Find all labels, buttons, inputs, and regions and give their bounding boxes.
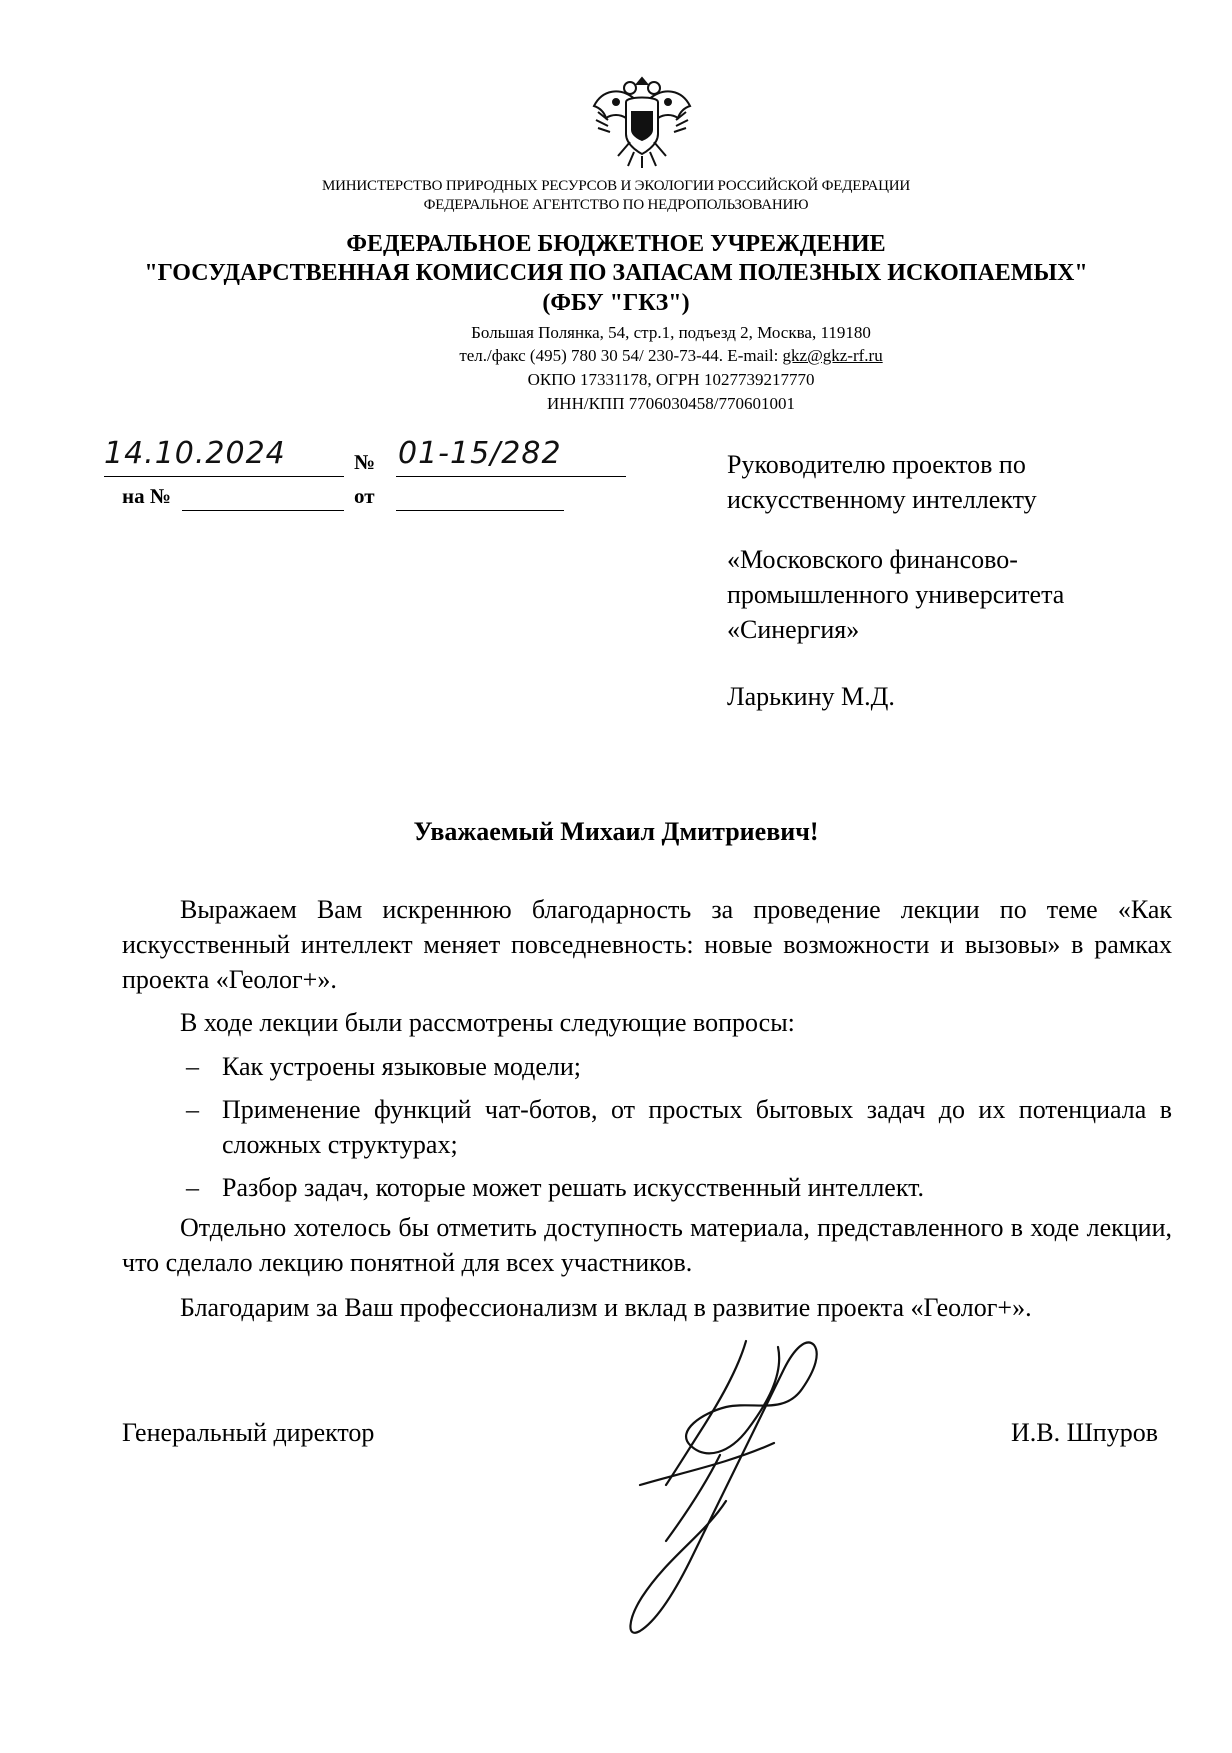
ministry-name: МИНИСТЕРСТВО ПРИРОДНЫХ РЕСУРСОВ И ЭКОЛОГИИ РОССИЙСКОЙ ФЕДЕРАЦИИ [322, 178, 910, 194]
signatory-name: И.В. Шпуров [1010, 1418, 1158, 1447]
list-item-text: Применение функций чат-ботов, от простых бытовых задач до их потенциала в сложных структурах; [222, 1095, 1172, 1159]
addressee-line: «Синергия» [727, 615, 860, 644]
addressee-line: промышленного университета [727, 580, 1065, 609]
org-title-line1: ФЕДЕРАЛЬНОЕ БЮДЖЕТНОЕ УЧРЕЖДЕНИЕ [346, 231, 886, 257]
bullet-dash: – [186, 1095, 199, 1124]
reply-number-underline [182, 510, 344, 511]
org-okpo: ОКПО 17331178, ОГРН 1027739217770 [527, 370, 815, 389]
paragraph-accessibility: Отдельно хотелось бы отметить доступность материала, представленного в ходе лекции, что сделало лекцию понятной для всех участников. [122, 1213, 1172, 1277]
paragraph-topics-intro: В ходе лекции были рассмотрены следующие вопросы: [180, 1008, 795, 1037]
handwritten-signature [570, 1335, 870, 1645]
list-item [186, 1170, 1172, 1205]
list-item-text: Как устроены языковые модели; [222, 1052, 582, 1081]
handwritten-number: 01-15/282 [398, 436, 562, 471]
agency-name: ФЕДЕРАЛЬНОЕ АГЕНТСТВО ПО НЕДРОПОЛЬЗОВАНИЮ [423, 197, 809, 213]
reply-from-label: от [354, 484, 375, 508]
org-inn: ИНН/КПП 7706030458/770601001 [547, 394, 795, 413]
addressee-name: Ларькину М.Д. [727, 682, 895, 711]
email-link[interactable]: gkz@gkz-rf.ru [782, 346, 883, 365]
addressee-line: «Московского финансово- [727, 545, 1018, 574]
addressee-line: искусственному интеллекту [727, 485, 1037, 514]
coat-of-arms-emblem [590, 72, 694, 170]
list-item [186, 1092, 1172, 1162]
number-label: № [354, 450, 376, 474]
salutation: Уважаемый Михаил Дмитриевич! [413, 817, 819, 846]
reply-number-label: на № [122, 484, 171, 508]
bullet-dash: – [186, 1173, 199, 1202]
paragraph-closing: Благодарим за Ваш профессионализм и вклад в развитие проекта «Геолог+». [180, 1293, 1032, 1322]
org-title-abbr: (ФБУ "ГКЗ") [542, 290, 690, 316]
list-item-text: Разбор задач, которые может решать искусственный интеллект. [222, 1173, 925, 1202]
date-underline [104, 476, 344, 477]
list-item [186, 1049, 1172, 1084]
number-underline [396, 476, 626, 477]
org-address: Большая Полянка, 54, стр.1, подъезд 2, Москва, 119180 [471, 323, 871, 342]
org-title-line2: "ГОСУДАРСТВЕННАЯ КОМИССИЯ ПО ЗАПАСАМ ПОЛЕЗНЫХ ИСКОПАЕМЫХ" [144, 260, 1088, 286]
handwritten-date: 14.10.2024 [104, 436, 286, 471]
reply-from-underline [396, 510, 564, 511]
org-phone-email [0, 345, 1232, 367]
addressee-line: Руководителю проектов по [727, 450, 1026, 479]
signatory-role: Генеральный директор [122, 1418, 375, 1447]
bullet-dash: – [186, 1052, 199, 1081]
paragraph-gratitude: Выражаем Вам искреннюю благодарность за проведение лекции по теме «Как искусственный интеллект меняет повседневность: новые возможности и вызовы» в рамках проекта «Геолог+». [122, 895, 1172, 994]
org-phone: тел./факс (495) 780 30 54/ 230-73-44. E-mail: [459, 346, 783, 365]
